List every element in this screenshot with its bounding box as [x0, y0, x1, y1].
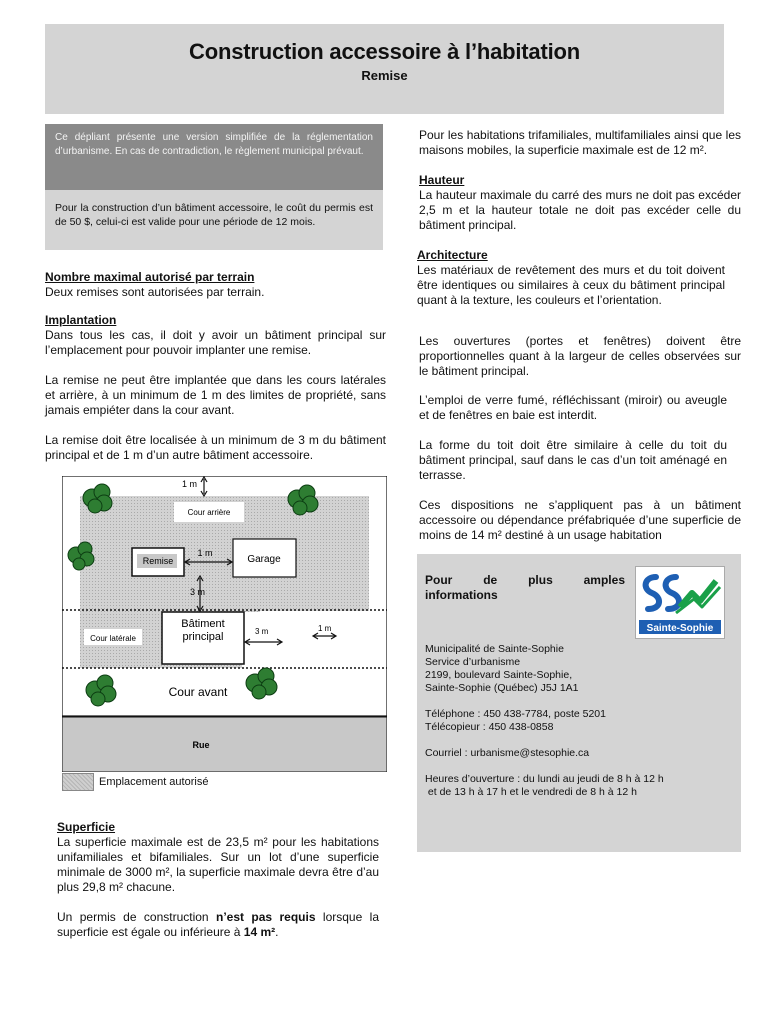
info-title-line1: Pour de plus amples: [425, 573, 625, 587]
cour-avant-label: Cour avant: [168, 685, 228, 699]
top-dimension-label: 1 m: [182, 479, 198, 489]
section-hauteur: [419, 173, 741, 233]
architecture-p4: La forme du toit doit être similaire à celle du toit du bâtiment principal, sauf dans le cas d’un toit aménagé en terrasse.: [419, 438, 727, 482]
hours-line1: Heures d’ouverture : du lundi au jeudi de 8 h à 12 h: [425, 773, 664, 785]
info-title-line2: informations: [425, 588, 498, 602]
implantation-heading: Implantation: [45, 313, 117, 327]
section-nombre: [45, 270, 385, 300]
svg-text:Sainte-Sophie: Sainte-Sophie: [646, 623, 714, 634]
phone: Téléphone : 450 438-7784, poste 5201: [425, 708, 606, 720]
org-service: Service d’urbanisme: [425, 656, 521, 668]
fax: Télécopieur : 450 438-0858: [425, 721, 554, 733]
superficie-p2: Un permis de construction n’est pas requis lorsque la superficie est égale ou inférieure à 14 m².: [57, 910, 379, 939]
cour-arriere-label: Cour arrière: [187, 508, 231, 517]
implantation-p1: Dans tous les cas, il doit y avoir un bâtiment principal sur l’emplacement pour pouvoir implanter une remise.: [45, 328, 386, 357]
section-implantation: [45, 313, 386, 463]
architecture-p5: Ces dispositions ne s’appliquent pas à un bâtiment accessoire ou dépendance préfabriquée d’une superficie de moins de 14 m² destiné à un usage habitation: [419, 498, 741, 542]
rue-label: Rue: [192, 740, 210, 750]
architecture-p1: Les matériaux de revêtement des murs et du toit doivent être identiques ou similaires à ceux du bâtiment principal quant à la texture, les couleurs et l’orientation.: [417, 263, 725, 307]
legend-swatch: [62, 773, 94, 791]
hours-line2: et de 13 h à 17 h et le vendredi de 8 h à 12 h: [425, 786, 637, 798]
intro-box: Ce dépliant présente une version simplifiée de la réglementation d’urbanisme. En cas de contradiction, le règlement municipal prévaut.: [45, 124, 383, 190]
email: Courriel : urbanisme@stesophie.ca: [425, 747, 590, 759]
architecture-p3: L’emploi de verre fumé, réfléchissant (miroir) ou aveugle et de fenêtres en baie est interdit.: [419, 393, 727, 422]
superficie-p1: La superficie maximale est de 23,5 m² pour les habitations unifamiliales et bifamiliales. Sur un lot d’une superficie minimale de 3000 m², la superficie maximale devra être d’au plus 29,8 m² chacune.: [57, 835, 379, 894]
hauteur-text: La hauteur maximale du carré des murs ne doit pas excéder 2,5 m et la hauteur totale ne doit pas excéder celle du bâtiment principal.: [419, 188, 741, 232]
contact-info-box: [417, 554, 741, 852]
nombre-heading: Nombre maximal autorisé par terrain: [45, 270, 255, 284]
superficie-heading: Superficie: [57, 820, 116, 834]
section-superficie: [57, 820, 379, 940]
batiment-principal-label-line2: principal: [182, 631, 224, 643]
org-name: Municipalité de Sainte-Sophie: [425, 643, 564, 655]
architecture-p2: Les ouvertures (portes et fenêtres) doivent être proportionnelles quant à la largeur de celles observées sur le bâtiment principal.: [419, 334, 741, 378]
address-line1: 2199, boulevard Sainte-Sophie,: [425, 669, 573, 681]
logo-icon: [636, 567, 724, 638]
remise-garage-dim-label: 1 m: [197, 548, 213, 558]
sainte-sophie-logo: [635, 566, 725, 639]
implantation-p3: La remise doit être localisée à un minimum de 3 m du bâtiment principal et de 1 m d’un autre bâtiment accessoire.: [45, 433, 386, 462]
vertical-dimension-label: 3 m: [190, 587, 206, 597]
site-plan-diagram: [62, 476, 387, 772]
page-title: Construction accessoire à l’habitation: [189, 39, 580, 64]
contact-details: [425, 643, 735, 799]
page-header: [45, 24, 724, 114]
implantation-p2: La remise ne peut être implantée que dans les cours latérales et arrière, à un minimum de 1 m des limites de propriété, sans jamais empiéter dans la cour avant.: [45, 373, 386, 417]
architecture-heading: Architecture: [417, 248, 488, 262]
trifamiliales-text: Pour les habitations trifamiliales, multifamiliales ainsi que les maisons mobiles, la superficie maximale est de 12 m².: [419, 128, 741, 157]
page-subtitle: Remise: [361, 68, 408, 83]
batiment-principal-label-line1: Bâtiment: [181, 618, 225, 630]
permit-cost-box: Pour la construction d’un bâtiment accessoire, le coût du permis est de 50 $, celui-ci est valide pour une période de 12 mois.: [45, 190, 383, 250]
hauteur-heading: Hauteur: [419, 173, 465, 187]
nombre-text: Deux remises sont autorisées par terrain.: [45, 285, 265, 299]
legend-label: Emplacement autorisé: [99, 776, 209, 788]
street-band: [62, 717, 387, 772]
address-line2: Sainte-Sophie (Québec) J5J 1A1: [425, 682, 579, 694]
info-title: [425, 573, 625, 603]
cour-laterale-label: Cour latérale: [90, 634, 136, 643]
right-dimension-3m-label: 3 m: [255, 627, 269, 636]
right-dimension-1m-label: 1 m: [318, 624, 332, 633]
section-architecture: [417, 248, 725, 308]
garage-label: Garage: [247, 554, 281, 565]
remise-label: Remise: [142, 556, 174, 566]
